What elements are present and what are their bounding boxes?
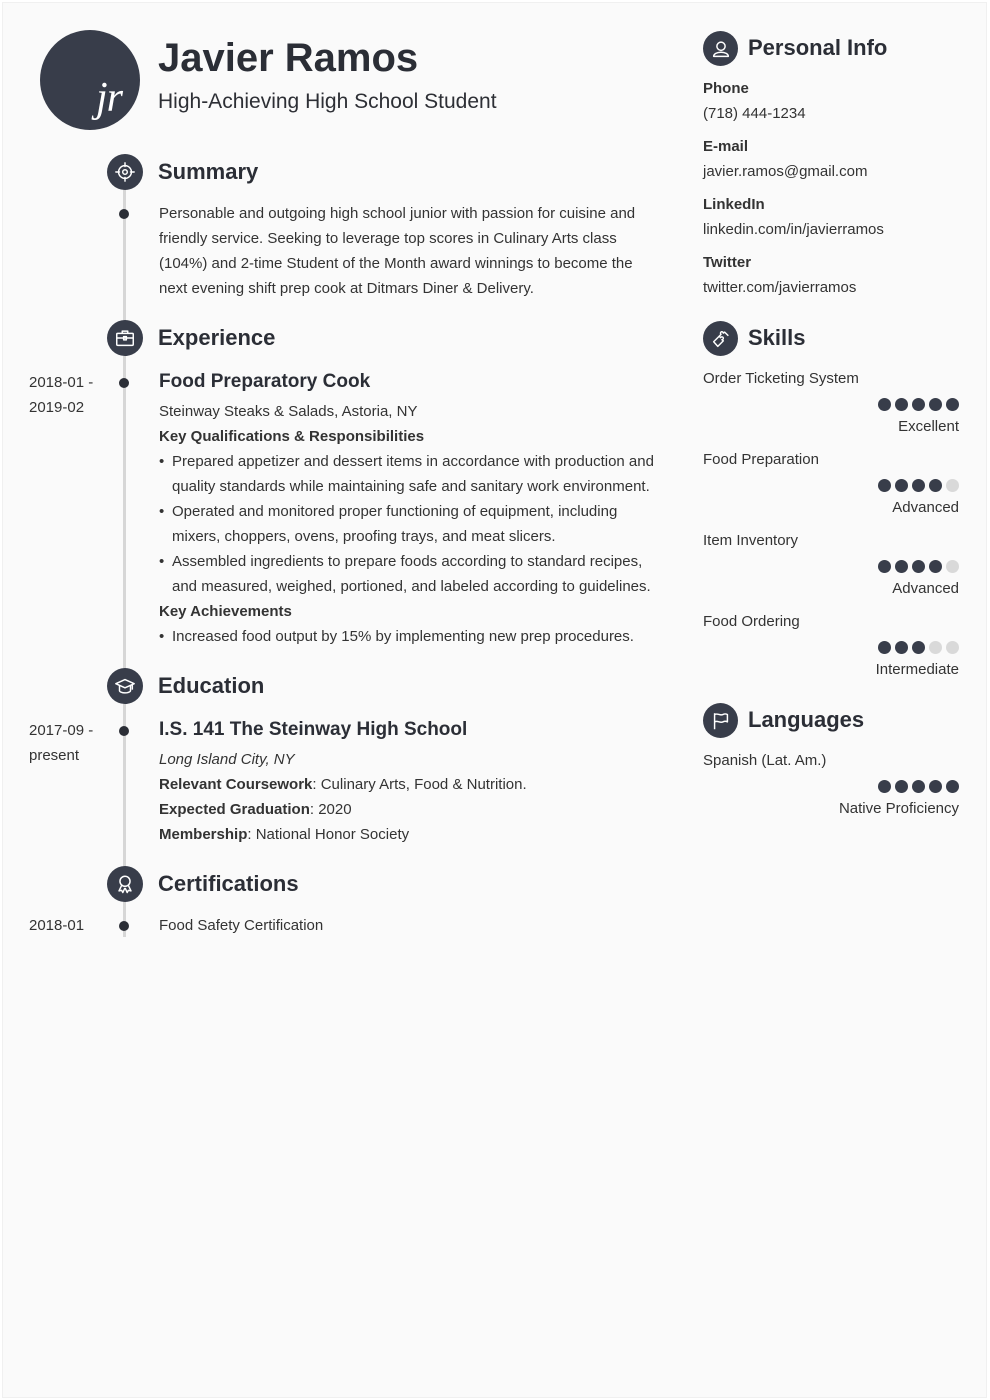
section-title-experience: Experience (158, 325, 276, 350)
briefcase-icon (107, 320, 143, 356)
graduation-value: : 2020 (309, 801, 352, 818)
responsibility-item: • Operated and monitored proper functioning of equipment, including mixers, choppers, ovens, proofing trays, and meat slicers. (159, 499, 659, 549)
timeline-dot (119, 209, 129, 219)
email-value[interactable]: javier.ramos@gmail.com (703, 163, 868, 180)
section-title-languages: Languages (748, 707, 865, 732)
section-title-skills: Skills (748, 325, 806, 350)
skill-rating (878, 398, 959, 411)
summary-line: friendly service. Seeking to leverage top scores in Culinary Arts class (159, 230, 617, 247)
certification-date: 2018-01 (29, 917, 85, 934)
twitter-label: Twitter (703, 254, 752, 271)
summary-line: next evening shift prep cook at Ditmars Diner & Delivery. (159, 280, 534, 297)
twitter-value[interactable]: twitter.com/javierramos (703, 279, 857, 296)
user-icon (703, 31, 738, 66)
membership-label: Membership (159, 826, 248, 843)
candidate-title: High-Achieving High School Student (158, 90, 497, 113)
graduation-label: Expected Graduation (159, 801, 310, 818)
section-title-education: Education (158, 673, 265, 698)
candidate-name: Javier Ramos (158, 36, 419, 80)
avatar (40, 30, 140, 130)
phone-value: (718) 444-1234 (703, 105, 806, 122)
skill-name: Item Inventory (703, 532, 799, 549)
summary-text (159, 201, 659, 301)
flag-icon (703, 703, 738, 738)
certification-name: Food Safety Certification (159, 917, 324, 934)
membership (159, 822, 409, 847)
coursework-value: : Culinary Arts, Food & Nutrition. (312, 776, 527, 793)
section-title-summary: Summary (158, 159, 259, 184)
date-start: 2017-09 - (29, 722, 94, 739)
skill-level: Intermediate (875, 661, 959, 678)
responsibility-item: • Prepared appetizer and dessert items in accordance with production and quality standards while maintaining safe and sanitary work environment. (159, 449, 659, 499)
graduation (159, 797, 352, 822)
achievements-list (159, 624, 659, 649)
skill-level: Advanced (892, 580, 959, 597)
award-ribbon-icon (107, 866, 143, 902)
date-start: 2018-01 - (29, 374, 94, 391)
education-date (29, 718, 93, 768)
skill-rating (878, 641, 959, 654)
skill-level: Excellent (898, 418, 959, 435)
company: Steinway Steaks & Salads, Astoria, NY (159, 403, 418, 420)
timeline-line (123, 172, 126, 937)
language-level: Native Proficiency (838, 800, 959, 817)
avatar-initials: jr (95, 75, 122, 121)
language-name: Spanish (Lat. Am.) (703, 752, 827, 769)
date-end: present (29, 747, 80, 764)
experience-date (29, 370, 93, 420)
date-end: 2019-02 (29, 399, 85, 416)
email-label: E-mail (703, 138, 749, 155)
phone-label: Phone (703, 80, 749, 97)
job-title: Food Preparatory Cook (159, 371, 371, 392)
skill-name: Order Ticketing System (703, 370, 859, 387)
achievements-heading: Key Achievements (159, 603, 292, 620)
skill-name: Food Ordering (703, 613, 800, 630)
responsibilities-list (159, 449, 659, 599)
membership-value: : National Honor Society (247, 826, 410, 843)
coursework-label: Relevant Coursework (159, 776, 313, 793)
graduation-cap-icon (107, 668, 143, 704)
skill-name: Food Preparation (703, 451, 819, 468)
skill-rating (878, 560, 959, 573)
summary-line: (104%) and 2-time Student of the Month award winnings to become the (159, 255, 633, 272)
timeline-dot (119, 726, 129, 736)
school-location: Long Island City, NY (159, 751, 295, 768)
coursework (159, 772, 527, 797)
school-name: I.S. 141 The Steinway High School (159, 719, 468, 740)
language-rating (878, 780, 959, 793)
achievement-item: • Increased food output by 15% by implementing new prep procedures. (159, 624, 659, 649)
timeline-dot (119, 921, 129, 931)
section-title-personal-info: Personal Info (748, 35, 888, 60)
skill-rating (878, 479, 959, 492)
qualifications-heading: Key Qualifications & Responsibilities (159, 428, 425, 445)
responsibility-item: • Assembled ingredients to prepare foods according to standard recipes, and measured, weighed, portioned, and labeled according to guidelines. (159, 549, 659, 599)
section-title-certifications: Certifications (158, 871, 299, 896)
timeline-dot (119, 378, 129, 388)
linkedin-label: LinkedIn (703, 196, 765, 213)
skill-level: Advanced (892, 499, 959, 516)
linkedin-value[interactable]: linkedin.com/in/javierramos (703, 221, 884, 238)
puzzle-piece-icon (703, 321, 738, 356)
summary-line: Personable and outgoing high school junior with passion for cuisine and (159, 205, 636, 222)
target-icon (107, 154, 143, 190)
